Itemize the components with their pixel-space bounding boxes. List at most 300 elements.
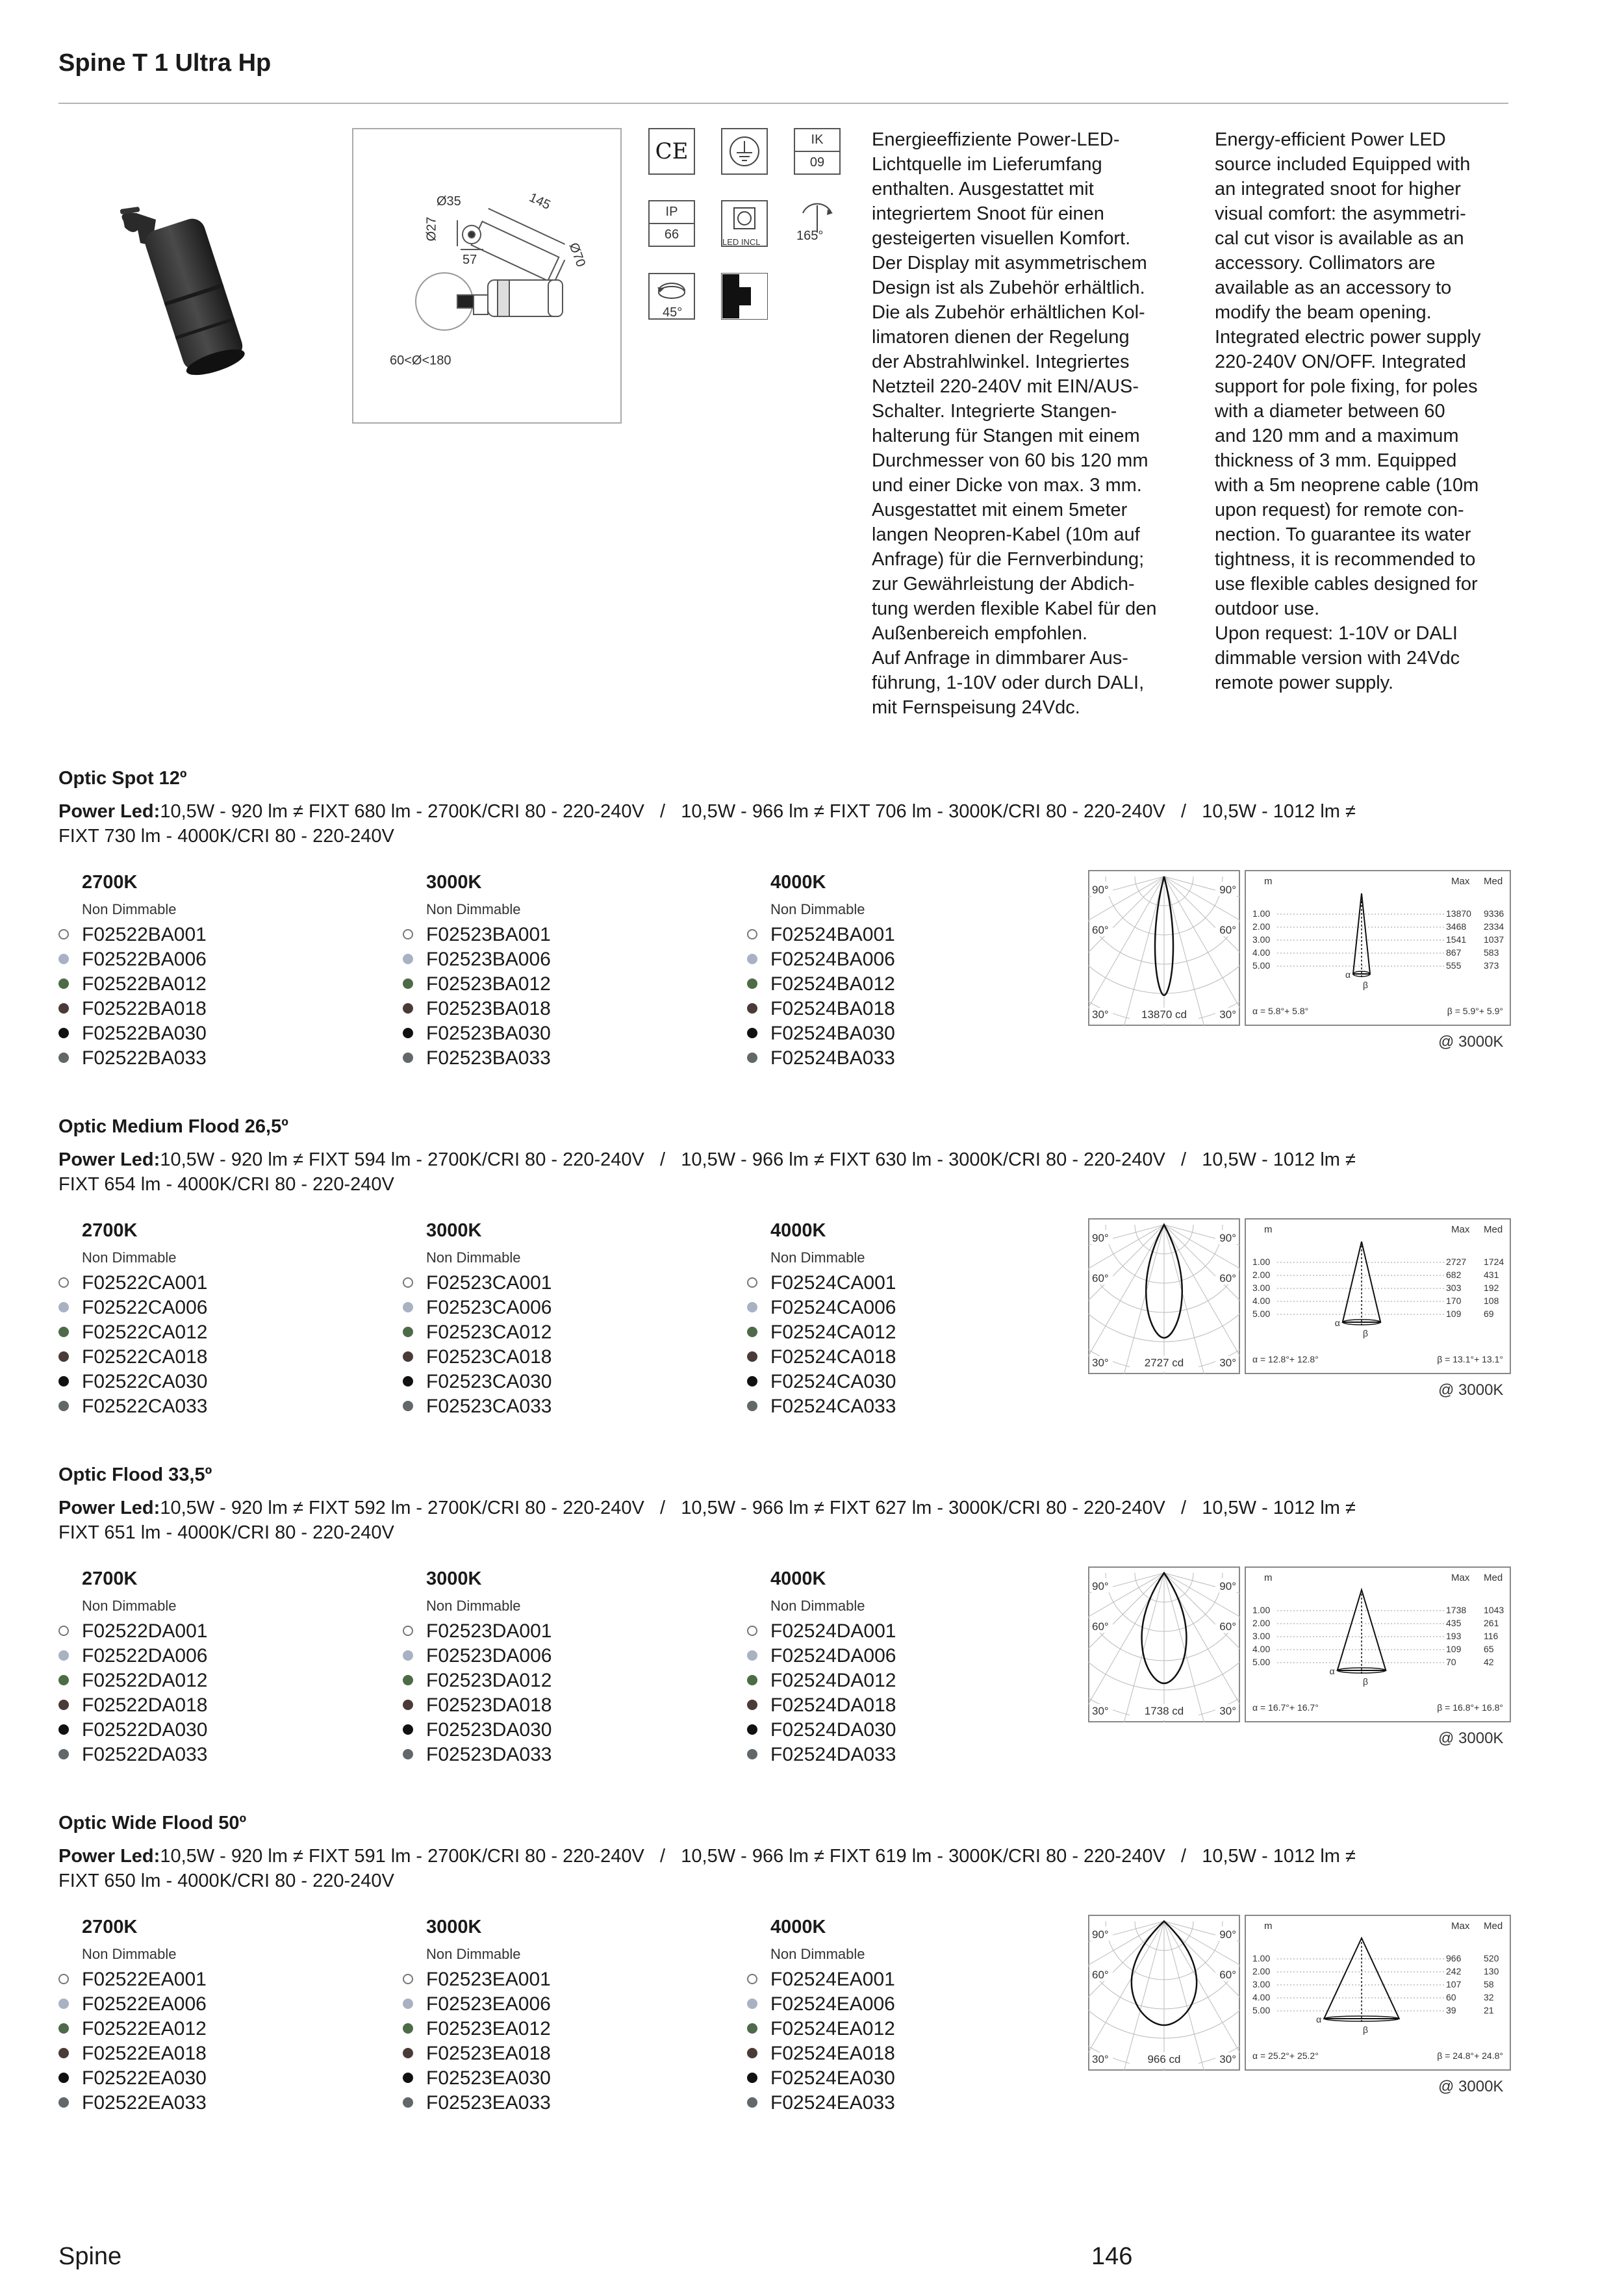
polar-angle-label: 30°: [1092, 1008, 1109, 1021]
distance-value: 5.00: [1252, 960, 1271, 971]
power-line-1: 10,5W - 920 lm ≠ FIXT 592 lm - 2700K/CRI 80 - 220-240V / 10,5W - 966 lm ≠ FIXT 627 lm - 3000K/CRI 80 - 220-240V / 10,5W - 1012 lm ≠: [160, 1498, 1356, 1518]
finish-color-swatch: [403, 2097, 413, 2108]
lux-med: 1037: [1484, 934, 1504, 945]
article-code: F02524DA012: [770, 1670, 896, 1691]
article-code: F02523DA001: [426, 1620, 552, 1642]
lux-max: 170: [1446, 1296, 1462, 1306]
reference-temperature: @ 3000K: [1438, 2078, 1504, 2095]
distance-value: 2.00: [1252, 1270, 1271, 1280]
finish-color-swatch: [747, 1028, 757, 1038]
finish-color-swatch: [58, 1974, 69, 1984]
reference-temperature: @ 3000K: [1438, 1381, 1504, 1399]
distance-value: 2.00: [1252, 1966, 1271, 1976]
article-code: F02524EA033: [770, 2092, 895, 2114]
polar-angle-label: 30°: [1092, 2053, 1109, 2065]
article-code: F02522DA012: [82, 1670, 208, 1691]
power-specs: [58, 1496, 1507, 1545]
section-title: Optic Wide Flood 50º: [58, 1813, 247, 1833]
color-temperature: 4000K: [770, 1568, 826, 1589]
beta-angle: β = 16.8°+ 16.8°: [1437, 1702, 1503, 1713]
power-label: Power Led:: [58, 1846, 160, 1867]
article-code: F02522CA030: [82, 1371, 208, 1392]
max-header: Max: [1451, 1921, 1470, 1932]
article-code: F02523CA018: [426, 1346, 552, 1368]
finish-color-swatch: [747, 978, 757, 989]
color-temp-column: [747, 1917, 1072, 2125]
power-line-2: FIXT 654 lm - 4000K/CRI 80 - 220-240V: [58, 1174, 394, 1195]
color-temperature: 2700K: [82, 1220, 138, 1241]
polar-angle-label: 30°: [1219, 2053, 1236, 2065]
finish-color-swatch: [403, 1749, 413, 1759]
finish-color-swatch: [747, 1003, 757, 1014]
dimming-type: Non Dimmable: [426, 1249, 521, 1266]
color-temperature: 3000K: [426, 872, 482, 893]
finish-color-swatch: [747, 1351, 757, 1362]
lux-med: 21: [1484, 2005, 1494, 2015]
distance-value: 3.00: [1252, 934, 1271, 945]
rotation-angle-value: 45°: [663, 305, 683, 320]
dim-diameter-35: Ø35: [437, 194, 461, 209]
article-code: F02522BA001: [82, 924, 207, 945]
finish-color-swatch: [403, 1999, 413, 2009]
color-temp-column: [58, 1220, 383, 1428]
finish-color-swatch: [747, 1302, 757, 1312]
polar-angle-label: 60°: [1219, 1969, 1236, 1981]
polar-angle-label: 90°: [1219, 1928, 1236, 1941]
distance-value: 1.00: [1252, 1953, 1271, 1963]
color-temperature: 4000K: [770, 1220, 826, 1241]
lux-med: 583: [1484, 947, 1499, 958]
polar-distribution: [1088, 1218, 1240, 1374]
polar-angle-label: 90°: [1092, 1232, 1109, 1244]
lux-med: 58: [1484, 1979, 1494, 1989]
polar-angle-label: 90°: [1219, 884, 1236, 896]
article-code: F02523BA001: [426, 924, 551, 945]
candela-value: 1738 cd: [1144, 1705, 1184, 1717]
lux-med: 520: [1484, 1953, 1499, 1963]
finish-color-swatch: [747, 1053, 757, 1063]
lux-max: 435: [1446, 1618, 1462, 1628]
dim-pole-range: 60<Ø<180: [390, 353, 451, 368]
med-header: Med: [1484, 876, 1503, 887]
dimension-drawing: [352, 128, 622, 424]
lux-max: 555: [1446, 960, 1462, 971]
article-code: F02524EA006: [770, 1993, 895, 2015]
dimming-type: Non Dimmable: [82, 901, 177, 917]
finish-color-swatch: [403, 1277, 413, 1288]
distance-unit: m: [1264, 1572, 1273, 1583]
article-code: F02522EA006: [82, 1993, 207, 2015]
finish-color-swatch: [403, 1376, 413, 1386]
lux-max: 682: [1446, 1270, 1462, 1280]
ik-value: 09: [809, 155, 825, 170]
illuminance-diagram: [1245, 870, 1511, 1026]
page-number: 146: [1091, 2243, 1133, 2270]
article-code: F02524DA006: [770, 1645, 896, 1667]
lux-med: 9336: [1484, 908, 1504, 919]
finish-color-swatch: [58, 954, 69, 964]
polar-distribution: [1088, 1915, 1240, 2071]
lux-max: 966: [1446, 1953, 1462, 1963]
finish-color-swatch: [58, 1401, 69, 1411]
finish-color-swatch: [403, 1650, 413, 1661]
footer-series: Spine: [58, 2243, 122, 2270]
description-english: Energy-efficient Power LED source included Equipped with an integrated snoot for higher visual comfort: the asymmetri- cal cut visor is available as an accessory. Collimators are available as an accessory to modify the beam opening. Integrated electric power supply 220-240V ON/OFF. Integrated support for pole fixing, for poles with a diameter between 60 and 120 mm and a maximum thickness of 3 mm. Equipped with a 5m neoprene cable (10m upon request) for remote con- nection. To guarantee its water tightness, it is recommended to use flexible cables designed for outdoor use. Upon request: 1-10V or DALI dimmable version with 24Vdc remote power supply.: [1215, 129, 1481, 693]
finish-color-swatch: [747, 1700, 757, 1710]
lux-med: 373: [1484, 960, 1499, 971]
dimming-type: Non Dimmable: [770, 901, 865, 917]
finish-color-swatch: [58, 1700, 69, 1710]
color-temperature: 2700K: [82, 1917, 138, 1937]
finish-color-swatch: [747, 1675, 757, 1685]
article-code: F02522BA012: [82, 973, 207, 995]
distance-value: 3.00: [1252, 1979, 1271, 1989]
dimming-type: Non Dimmable: [770, 1946, 865, 1962]
article-code: F02522BA030: [82, 1023, 207, 1044]
lux-max: 107: [1446, 1979, 1462, 1989]
lux-max: 1738: [1446, 1605, 1467, 1615]
power-line-1: 10,5W - 920 lm ≠ FIXT 591 lm - 2700K/CRI 80 - 220-240V / 10,5W - 966 lm ≠ FIXT 619 lm - 3000K/CRI 80 - 220-240V / 10,5W - 1012 lm ≠: [160, 1846, 1356, 1867]
beta-angle: β = 24.8°+ 24.8°: [1437, 2050, 1503, 2061]
article-code: F02524CA030: [770, 1371, 896, 1392]
lux-med: 32: [1484, 1992, 1494, 2002]
finish-color-swatch: [747, 1401, 757, 1411]
distance-unit: m: [1264, 1921, 1273, 1932]
reference-temperature: @ 3000K: [1438, 1033, 1504, 1051]
med-header: Med: [1484, 1921, 1503, 1932]
polar-angle-label: 90°: [1092, 884, 1109, 896]
lux-med: 261: [1484, 1618, 1499, 1628]
finish-color-swatch: [747, 954, 757, 964]
color-temp-column: [58, 1568, 383, 1776]
finish-color-swatch: [403, 929, 413, 939]
dim-length-145: 145: [527, 190, 553, 213]
finish-color-swatch: [58, 2023, 69, 2034]
lux-med: 1724: [1484, 1257, 1504, 1267]
finish-color-swatch: [747, 2097, 757, 2108]
article-code: F02524BA018: [770, 998, 895, 1019]
color-temperature: 3000K: [426, 1220, 482, 1241]
color-temp-column: [58, 1917, 383, 2125]
distance-unit: m: [1264, 876, 1273, 887]
article-code: F02522DA001: [82, 1620, 208, 1642]
finish-color-swatch: [403, 1302, 413, 1312]
polar-angle-label: 60°: [1092, 1969, 1109, 1981]
tilt-angle-value: 165°: [796, 229, 824, 243]
lux-max: 303: [1446, 1283, 1462, 1293]
article-code: F02524CA018: [770, 1346, 896, 1368]
finish-color-swatch: [58, 1626, 69, 1636]
lux-med: 116: [1484, 1631, 1499, 1641]
illuminance-diagram: [1245, 1566, 1511, 1722]
alpha-angle: α = 12.8°+ 12.8°: [1252, 1354, 1319, 1364]
alpha-symbol: α: [1334, 1318, 1340, 1328]
article-code: F02524CA012: [770, 1322, 896, 1343]
lux-max: 2727: [1446, 1257, 1467, 1267]
article-code: F02524EA001: [770, 1969, 895, 1990]
article-code: F02522EA018: [82, 2043, 207, 2064]
polar-angle-label: 60°: [1092, 1272, 1109, 1284]
lux-max: 70: [1446, 1657, 1456, 1667]
dim-diameter-70: Ø70: [566, 240, 589, 269]
dimming-type: Non Dimmable: [426, 1946, 521, 1962]
color-temp-column: [58, 872, 383, 1080]
finish-color-swatch: [58, 1053, 69, 1063]
polar-angle-label: 60°: [1219, 1272, 1236, 1284]
article-code: F02522CA018: [82, 1346, 208, 1368]
article-code: F02522BA006: [82, 949, 207, 970]
finish-color-swatch: [58, 2073, 69, 2083]
color-temp-column: [747, 1568, 1072, 1776]
finish-color-swatch: [58, 1749, 69, 1759]
section-title: Optic Medium Flood 26,5º: [58, 1116, 288, 1137]
article-code: F02522CA006: [82, 1297, 208, 1318]
illuminance-frame: [1245, 871, 1510, 1025]
illuminance-diagram: [1245, 1218, 1511, 1374]
article-code: F02524BA033: [770, 1047, 895, 1069]
finish-color-swatch: [58, 1327, 69, 1337]
lux-med: 431: [1484, 1270, 1499, 1280]
lux-med: 69: [1484, 1309, 1494, 1319]
finish-color-swatch: [58, 1999, 69, 2009]
power-specs: [58, 1844, 1507, 1893]
article-code: F02523CA001: [426, 1272, 552, 1294]
illuminance-frame: [1245, 1219, 1510, 1373]
article-code: F02524CA001: [770, 1272, 896, 1294]
illuminance-diagram: [1245, 1915, 1511, 2071]
ik-label: IK: [795, 129, 839, 152]
lux-med: 42: [1484, 1657, 1494, 1667]
article-code: F02524CA006: [770, 1297, 896, 1318]
dimming-type: Non Dimmable: [426, 901, 521, 917]
med-header: Med: [1484, 1572, 1503, 1583]
article-code: F02522EA012: [82, 2018, 207, 2039]
article-code: F02523CA012: [426, 1322, 552, 1343]
article-code: F02523BA012: [426, 973, 551, 995]
article-code: F02524BA030: [770, 1023, 895, 1044]
polar-angle-label: 60°: [1219, 924, 1236, 936]
finish-color-swatch: [403, 954, 413, 964]
max-header: Max: [1451, 1224, 1470, 1235]
article-code: F02522DA030: [82, 1719, 208, 1741]
distance-unit: m: [1264, 1224, 1273, 1235]
finish-color-swatch: [747, 2023, 757, 2034]
distance-value: 4.00: [1252, 1644, 1271, 1654]
article-code: F02523CA006: [426, 1297, 552, 1318]
polar-angle-label: 60°: [1092, 1620, 1109, 1633]
ip-label: IP: [650, 201, 694, 224]
finish-color-swatch: [403, 1974, 413, 1984]
finish-color-swatch: [403, 1351, 413, 1362]
dimming-type: Non Dimmable: [770, 1249, 865, 1266]
finish-color-swatch: [58, 1277, 69, 1288]
finish-color-swatch: [747, 1749, 757, 1759]
polar-distribution: [1088, 870, 1240, 1026]
article-code: F02522EA033: [82, 2092, 207, 2114]
power-line-1: 10,5W - 920 lm ≠ FIXT 594 lm - 2700K/CRI 80 - 220-240V / 10,5W - 966 lm ≠ FIXT 630 lm - 3000K/CRI 80 - 220-240V / 10,5W - 1012 lm ≠: [160, 1149, 1356, 1170]
polar-angle-label: 30°: [1219, 1008, 1236, 1021]
finish-color-swatch: [403, 2023, 413, 2034]
finish-color-swatch: [58, 1675, 69, 1685]
polar-angle-label: 30°: [1092, 1357, 1109, 1369]
article-code: F02523EA012: [426, 2018, 551, 2039]
distance-value: 1.00: [1252, 1605, 1271, 1615]
polar-angle-label: 30°: [1219, 1357, 1236, 1369]
finish-color-swatch: [403, 1675, 413, 1685]
alpha-angle: α = 25.2°+ 25.2°: [1252, 2050, 1319, 2061]
distance-value: 5.00: [1252, 1657, 1271, 1667]
finish-color-swatch: [403, 1724, 413, 1735]
finish-color-swatch: [58, 929, 69, 939]
lux-max: 39: [1446, 2005, 1456, 2015]
lux-max: 60: [1446, 1992, 1456, 2002]
mounting-profile-icon: [721, 273, 768, 320]
lux-max: 1541: [1446, 934, 1467, 945]
med-header: Med: [1484, 1224, 1503, 1235]
color-temp-column: [403, 872, 728, 1080]
finish-color-swatch: [747, 1999, 757, 2009]
article-code: F02523EA030: [426, 2067, 551, 2089]
lux-med: 108: [1484, 1296, 1499, 1306]
dim-width-57: 57: [463, 253, 477, 267]
finish-color-swatch: [403, 2048, 413, 2058]
finish-color-swatch: [403, 1327, 413, 1337]
finish-color-swatch: [747, 1974, 757, 1984]
article-code: F02522CA001: [82, 1272, 208, 1294]
distance-value: 2.00: [1252, 921, 1271, 932]
distance-value: 4.00: [1252, 1296, 1271, 1306]
lux-max: 109: [1446, 1644, 1462, 1654]
article-code: F02524EA018: [770, 2043, 895, 2064]
polar-angle-label: 90°: [1092, 1928, 1109, 1941]
finish-color-swatch: [747, 1376, 757, 1386]
polar-angle-label: 30°: [1092, 1705, 1109, 1717]
power-line-2: FIXT 650 lm - 4000K/CRI 80 - 220-240V: [58, 1871, 394, 1891]
article-code: F02523EA033: [426, 2092, 551, 2114]
alpha-symbol: α: [1345, 969, 1351, 980]
dimming-type: Non Dimmable: [82, 1946, 177, 1962]
dim-diameter-27: Ø27: [424, 216, 439, 242]
polar-angle-label: 60°: [1219, 1620, 1236, 1633]
alpha-symbol: α: [1316, 2014, 1322, 2025]
color-temperature: 4000K: [770, 1917, 826, 1937]
finish-color-swatch: [58, 2048, 69, 2058]
distance-value: 1.00: [1252, 1257, 1271, 1267]
lux-med: 65: [1484, 1644, 1494, 1654]
dimension-lines: [353, 129, 620, 422]
article-code: F02522CA012: [82, 1322, 208, 1343]
article-code: F02523DA006: [426, 1645, 552, 1667]
article-code: F02524EA030: [770, 2067, 895, 2089]
candela-value: 966 cd: [1147, 2053, 1181, 2065]
lux-max: 13870: [1446, 908, 1471, 919]
article-code: F02524DA033: [770, 1744, 896, 1765]
lux-med: 2334: [1484, 921, 1504, 932]
article-code: F02522BA033: [82, 1047, 207, 1069]
finish-color-swatch: [747, 1277, 757, 1288]
article-code: F02522BA018: [82, 998, 207, 1019]
lux-max: 867: [1446, 947, 1462, 958]
finish-color-swatch: [58, 1003, 69, 1014]
power-label: Power Led:: [58, 1149, 160, 1170]
distance-value: 3.00: [1252, 1283, 1271, 1293]
beta-symbol: β: [1363, 980, 1369, 990]
alpha-angle: α = 16.7°+ 16.7°: [1252, 1702, 1319, 1713]
article-code: F02523BA030: [426, 1023, 551, 1044]
polar-angle-label: 60°: [1092, 924, 1109, 936]
article-code: F02523EA001: [426, 1969, 551, 1990]
dimming-type: Non Dimmable: [82, 1249, 177, 1266]
article-code: F02524BA001: [770, 924, 895, 945]
color-temp-column: [403, 1917, 728, 2125]
product-photo: [97, 195, 279, 377]
finish-color-swatch: [403, 1028, 413, 1038]
finish-color-swatch: [58, 1724, 69, 1735]
distance-value: 5.00: [1252, 2005, 1271, 2015]
distance-value: 3.00: [1252, 1631, 1271, 1641]
article-code: F02523DA012: [426, 1670, 552, 1691]
beta-angle: β = 13.1°+ 13.1°: [1437, 1354, 1503, 1364]
article-code: F02522EA001: [82, 1969, 207, 1990]
dimming-type: Non Dimmable: [82, 1598, 177, 1614]
finish-color-swatch: [58, 2097, 69, 2108]
finish-color-swatch: [403, 1053, 413, 1063]
finish-color-swatch: [747, 2048, 757, 2058]
class1-ground-icon: [721, 128, 768, 175]
finish-color-swatch: [403, 1626, 413, 1636]
lux-max: 193: [1446, 1631, 1462, 1641]
article-code: F02524DA001: [770, 1620, 896, 1642]
article-code: F02523DA018: [426, 1694, 552, 1716]
lux-med: 130: [1484, 1966, 1499, 1976]
max-header: Max: [1451, 876, 1470, 887]
distance-value: 5.00: [1252, 1309, 1271, 1319]
polar-angle-label: 90°: [1219, 1580, 1236, 1592]
lux-med: 1043: [1484, 1605, 1504, 1615]
color-temp-column: [403, 1220, 728, 1428]
illuminance-frame: [1245, 1915, 1510, 2070]
article-code: F02523CA030: [426, 1371, 552, 1392]
dimming-type: Non Dimmable: [426, 1598, 521, 1614]
article-code: F02524EA012: [770, 2018, 895, 2039]
distance-value: 2.00: [1252, 1618, 1271, 1628]
beta-symbol: β: [1363, 2025, 1369, 2035]
color-temperature: 4000K: [770, 872, 826, 893]
finish-color-swatch: [403, 1003, 413, 1014]
finish-color-swatch: [403, 1700, 413, 1710]
finish-color-swatch: [403, 978, 413, 989]
finish-color-swatch: [747, 1327, 757, 1337]
color-temp-column: [747, 872, 1072, 1080]
article-code: F02524BA012: [770, 973, 895, 995]
finish-color-swatch: [403, 2073, 413, 2083]
color-temperature: 2700K: [82, 1568, 138, 1589]
article-code: F02523DA030: [426, 1719, 552, 1741]
power-label: Power Led:: [58, 1498, 160, 1518]
alpha-symbol: α: [1329, 1666, 1335, 1676]
article-code: F02523BA006: [426, 949, 551, 970]
lux-max: 109: [1446, 1309, 1462, 1319]
article-code: F02524DA018: [770, 1694, 896, 1716]
ce-mark-icon: CE: [648, 128, 695, 175]
finish-color-swatch: [58, 1650, 69, 1661]
section-title: Optic Spot 12º: [58, 768, 187, 789]
article-code: F02524DA030: [770, 1719, 896, 1741]
ik-rating-icon: [794, 128, 841, 175]
distance-value: 4.00: [1252, 1992, 1271, 2002]
lux-max: 3468: [1446, 921, 1467, 932]
finish-color-swatch: [58, 1302, 69, 1312]
